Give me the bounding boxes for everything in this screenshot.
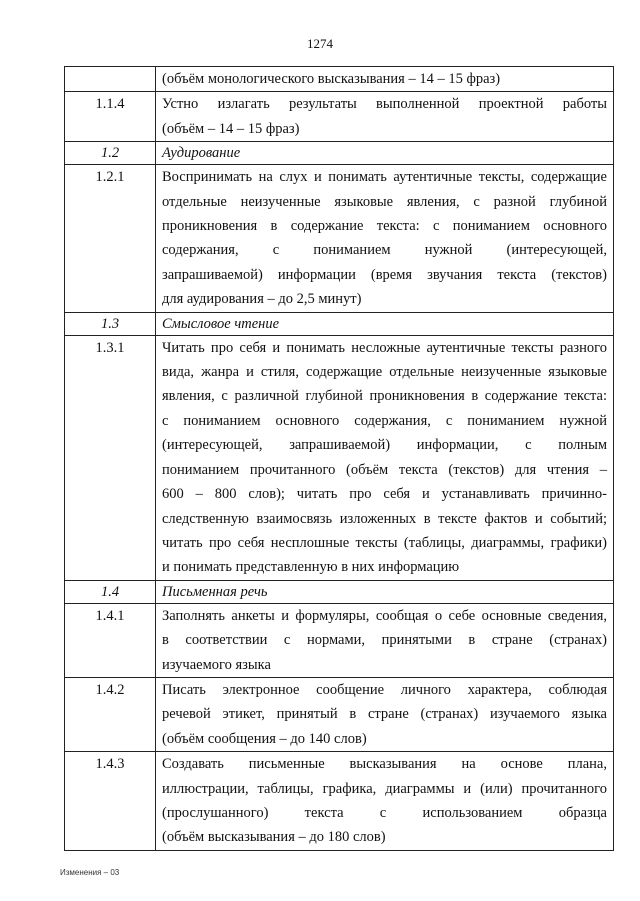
text-line: Устно излагать результаты выполненной проектной работы	[162, 96, 607, 113]
text-line: (интересующей, запрашиваемой) информации, с полным	[162, 437, 607, 454]
row-number: 1.4	[65, 580, 156, 603]
table-row	[65, 335, 614, 580]
row-number: 1.4.3	[65, 752, 156, 851]
text-line: (объём – 14 – 15 фраз)	[162, 120, 300, 137]
text-line: изучаемого языка	[162, 656, 271, 673]
requirements-table	[64, 66, 614, 851]
row-text	[156, 677, 614, 751]
row-text	[156, 603, 614, 677]
row-text	[156, 92, 614, 142]
table-row	[65, 752, 614, 851]
row-text	[156, 165, 614, 312]
table-row	[65, 92, 614, 142]
text-line: явления, с различной глубиной проникновения в содержание текста:	[162, 388, 607, 405]
row-text	[156, 752, 614, 851]
page-number: 1274	[307, 36, 333, 51]
text-line: Читать про себя и понимать несложные аутентичные тексты разного	[162, 339, 607, 356]
row-number: 1.3	[65, 312, 156, 335]
text-line: следственную взаимосвязь изложенных в тексте фактов и событий;	[162, 510, 607, 527]
section-row	[65, 312, 614, 335]
section-row	[65, 142, 614, 165]
row-number: 1.2.1	[65, 165, 156, 312]
row-number: 1.4.2	[65, 677, 156, 751]
text-line: в соответствии с нормами, принятыми в стране (странах)	[162, 632, 607, 649]
text-line: 600 – 800 слов); читать про себя и устанавливать причинно-	[162, 486, 607, 503]
section-row	[65, 580, 614, 603]
text-line: для аудирования – до 2,5 минут)	[162, 291, 362, 308]
text-line: Создавать письменные высказывания на основе плана,	[162, 756, 607, 773]
table-row	[65, 603, 614, 677]
text-line: (прослушанного) текста с использованием образца	[162, 804, 607, 821]
text-line: вида, жанра и стиля, содержащие отдельные неизученные языковые	[162, 364, 607, 381]
footer-revision: Изменения – 03	[60, 868, 120, 877]
text-line: Воспринимать на слух и понимать аутентичные тексты, содержащие	[162, 169, 607, 186]
text-line: Писать электронное сообщение личного характера, соблюдая	[162, 681, 607, 698]
row-text	[156, 67, 614, 92]
row-number: 1.2	[65, 142, 156, 165]
text-line: иллюстрации, таблицы, графика, диаграммы и (или) прочитанного	[162, 780, 607, 797]
text-line: запрашиваемой) информации (время звучания текста (текстов)	[162, 266, 607, 283]
row-text	[156, 335, 614, 580]
section-title: Письменная речь	[156, 580, 614, 603]
row-number: 1.3.1	[65, 335, 156, 580]
table-row	[65, 677, 614, 751]
text-line: и понимать представленную в них информацию	[162, 559, 460, 576]
text-line: отдельные неизученные языковые явления, с разной глубиной	[162, 193, 607, 210]
text-line: Заполнять анкеты и формуляры, сообщая о себе основные сведения,	[162, 607, 607, 624]
row-number: 1.4.1	[65, 603, 156, 677]
section-title: Аудирование	[156, 142, 614, 165]
row-number	[65, 67, 156, 92]
table-row	[65, 165, 614, 312]
text-line: содержания, с пониманием нужной (интересующей,	[162, 242, 607, 259]
text-line: (объём монологического высказывания – 14 – 15 фраз)	[162, 71, 501, 87]
text-line: (объём высказывания – до 180 слов)	[162, 829, 386, 846]
section-title: Смысловое чтение	[156, 312, 614, 335]
text-line: пониманием прочитанного (объём текста (текстов) для чтения –	[162, 461, 607, 478]
text-line: речевой этикет, принятый в стране (странах) изучаемого языка	[162, 706, 607, 723]
table-row	[65, 67, 614, 92]
text-line: читать про себя несплошные тексты (таблицы, диаграммы, графики)	[162, 534, 607, 551]
text-line: проникновения в содержание текста: с пониманием основного	[162, 218, 607, 235]
row-number: 1.1.4	[65, 92, 156, 142]
text-line: (объём сообщения – до 140 слов)	[162, 730, 367, 747]
text-line: с пониманием основного содержания, с пониманием нужной	[162, 412, 607, 429]
